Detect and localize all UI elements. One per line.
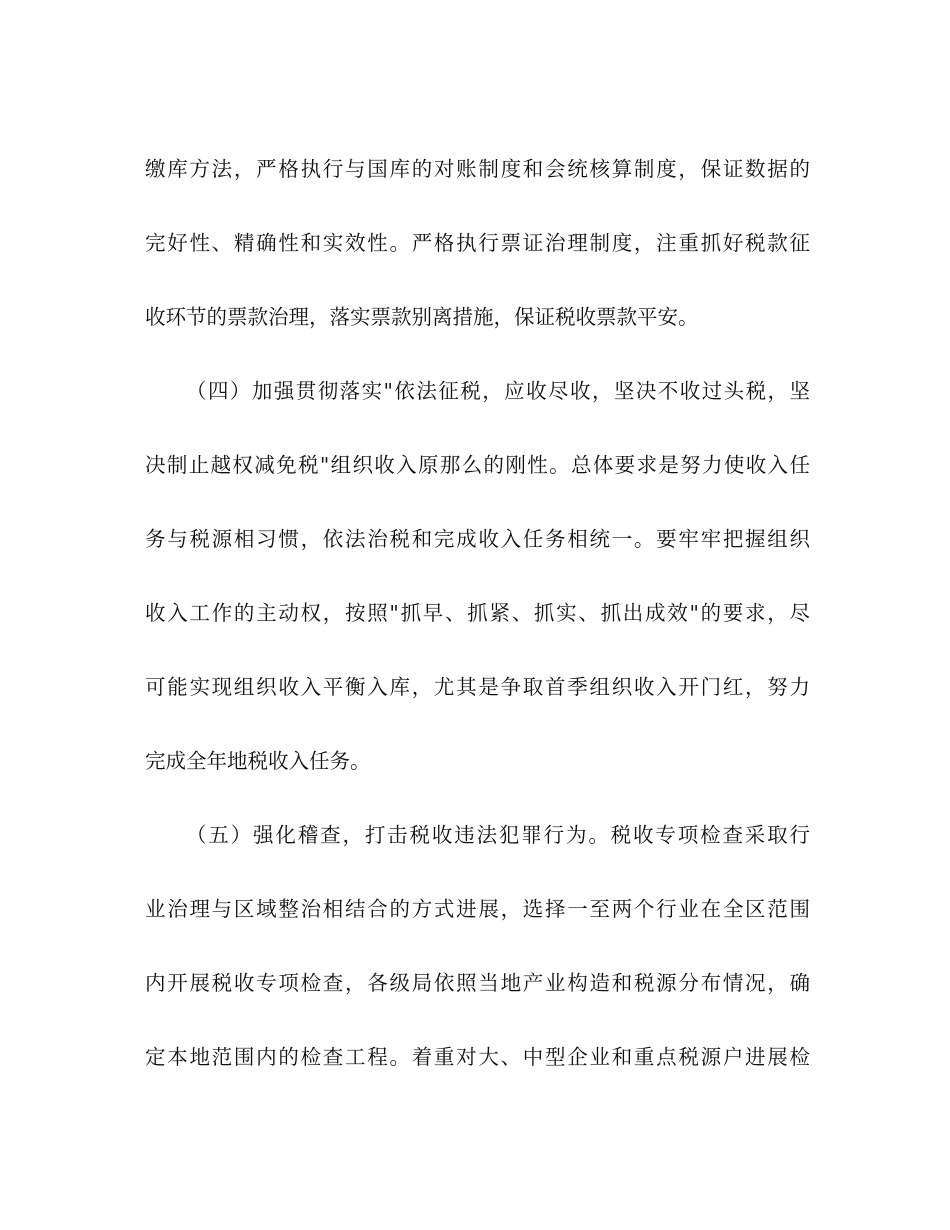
text-line: 完成全年地税收入任务。: [145, 749, 371, 773]
text-line: 业治理与区域整治相结合的方式进展，选择一至两个行业在全区范围: [145, 897, 810, 921]
paragraph-1: [145, 132, 810, 354]
text-line: 定本地范围内的检查工程。着重对大、中型企业和重点税源户进展检: [145, 1045, 810, 1069]
paragraph-2: [145, 354, 810, 798]
text-line: 内开展税收专项检查，各级局依照当地产业构造和税源分布情况，确: [145, 971, 810, 995]
text-line: 完好性、精确性和实效性。严格执行票证治理制度，注重抓好税款征: [145, 231, 810, 255]
text-line: 可能实现组织收入平衡入库，尤其是争取首季组织收入开门红，努力: [145, 675, 810, 699]
text-line: 缴库方法，严格执行与国库的对账制度和会统核算制度，保证数据的: [145, 157, 810, 181]
text-line: （四）加强贯彻落实"依法征税，应收尽收，坚决不收过头税，坚: [186, 379, 810, 403]
text-line: 收环节的票款治理，落实票款别离措施，保证税收票款平安。: [145, 305, 699, 329]
paragraph-3: [145, 798, 810, 1094]
text-line: 决制止越权减免税"组织收入原那么的刚性。总体要求是努力使收入任: [145, 453, 810, 477]
text-line: （五）强化稽查，打击税收违法犯罪行为。税收专项检查采取行: [186, 823, 810, 847]
body-text: [145, 132, 810, 1094]
text-line: 收入工作的主动权，按照"抓早、抓紧、抓实、抓出成效"的要求，尽: [145, 601, 810, 625]
text-line: 务与税源相习惯，依法治税和完成收入任务相统一。要牢牢把握组织: [145, 527, 810, 551]
